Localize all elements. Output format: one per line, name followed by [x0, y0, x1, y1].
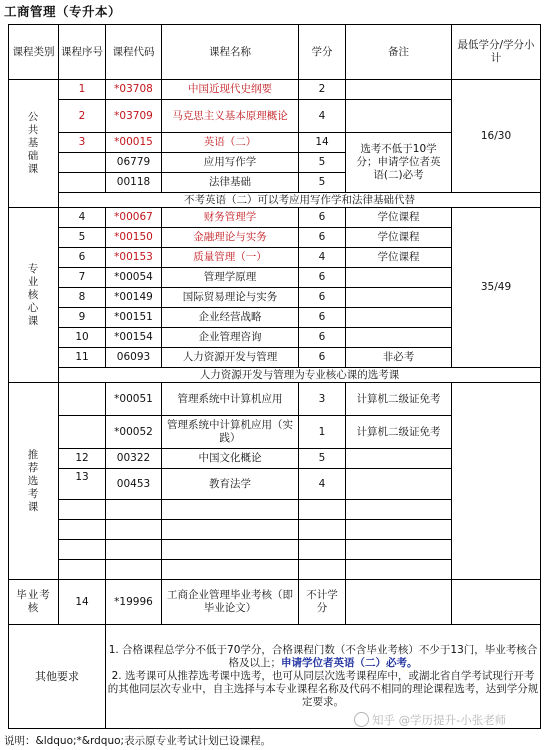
course-remark [346, 328, 452, 348]
course-seq: 11 [59, 348, 106, 368]
degree-english-requirement: 申请学位者英语（二）必考。 [281, 657, 418, 669]
course-code: *19996 [106, 580, 162, 625]
course-code: *00149 [106, 288, 162, 308]
header-category: 课程类别 [9, 25, 59, 80]
course-remark: 学位课程 [346, 228, 452, 248]
footer-note: 说明：&ldquo;*&rdquo;表示原专业考试计划已设课程。 [4, 735, 272, 747]
course-credit: 6 [299, 208, 346, 228]
course-seq: 9 [59, 308, 106, 328]
course-name: 管理系统中计算机应用 [162, 383, 299, 416]
course-seq: 4 [59, 208, 106, 228]
course-code: *00015 [106, 133, 162, 153]
course-seq [59, 173, 106, 193]
course-remark: 计算机二级证免考 [346, 383, 452, 416]
course-code: 00453 [106, 469, 162, 500]
course-seq: 13 [59, 469, 106, 500]
course-remark [346, 469, 452, 500]
course-credit: 6 [299, 328, 346, 348]
course-name: 企业经营战略 [162, 308, 299, 328]
course-credit: 5 [299, 153, 346, 173]
course-seq: 7 [59, 268, 106, 288]
course-credit: 4 [299, 100, 346, 133]
course-seq: 12 [59, 449, 106, 469]
course-credit: 6 [299, 308, 346, 328]
course-seq: 6 [59, 248, 106, 268]
course-remark [346, 288, 452, 308]
course-code: *00154 [106, 328, 162, 348]
course-credit: 3 [299, 383, 346, 416]
course-code: 00118 [106, 173, 162, 193]
course-seq [59, 383, 106, 416]
note-row [9, 193, 541, 208]
course-remark: 学位课程 [346, 248, 452, 268]
group-elective: 推荐选考课 [9, 383, 59, 580]
course-name: 英语（二） [162, 133, 299, 153]
public-note: 不考英语（二）可以考应用写作学和法律基础代替 [59, 193, 541, 208]
header-name: 课程名称 [162, 25, 299, 80]
course-code: *00054 [106, 268, 162, 288]
course-name: 应用写作学 [162, 153, 299, 173]
public-min-credit: 16/30 [452, 80, 541, 193]
course-remark: 非必考 [346, 348, 452, 368]
course-credit: 5 [299, 449, 346, 469]
elective-min-credit [452, 383, 541, 580]
course-name: 国际贸易理论与实务 [162, 288, 299, 308]
course-credit: 6 [299, 288, 346, 308]
table-row [9, 80, 541, 100]
group-public: 公共基础课 [9, 80, 59, 208]
course-credit: 2 [299, 80, 346, 100]
course-credit: 4 [299, 248, 346, 268]
course-code: *00153 [106, 248, 162, 268]
course-name: 工商企业管理毕业考核（即毕业论文） [162, 580, 299, 625]
graduate-min-credit [452, 580, 541, 625]
header-credit: 学分 [299, 25, 346, 80]
course-seq: 14 [59, 580, 106, 625]
watermark: 知乎 @学历提升-小张老师 [354, 712, 506, 728]
group-other: 其他要求 [9, 625, 106, 729]
course-credit: 6 [299, 228, 346, 248]
course-remark [346, 308, 452, 328]
course-seq [59, 416, 106, 449]
course-code: 06093 [106, 348, 162, 368]
course-name: 教育法学 [162, 469, 299, 500]
course-seq: 8 [59, 288, 106, 308]
curriculum-table [8, 24, 541, 729]
group-major: 专业核心课 [9, 208, 59, 383]
course-name: 中国文化概论 [162, 449, 299, 469]
note-row [9, 368, 541, 383]
course-remark: 学位课程 [346, 208, 452, 228]
course-name: 金融理论与实务 [162, 228, 299, 248]
major-note: 人力资源开发与管理为专业核心课的选考课 [59, 368, 541, 383]
zhihu-logo-icon [354, 712, 369, 727]
course-credit: 4 [299, 469, 346, 500]
other-requirement-1: 1. 合格课程总学分不低于70学分，合格课程门数（不含毕业考核）不少于13门，毕业考核合格及以上；申请学位者英语（二）必考。 [108, 644, 538, 669]
course-name: 马克思主义基本原理概论 [162, 100, 299, 133]
course-name: 人力资源开发与管理 [162, 348, 299, 368]
course-code: *03708 [106, 80, 162, 100]
course-remark [346, 80, 452, 100]
course-code: *00151 [106, 308, 162, 328]
course-name: 管理学原理 [162, 268, 299, 288]
course-code: *00052 [106, 416, 162, 449]
group-graduate: 毕业考核 [9, 580, 59, 625]
course-seq: 5 [59, 228, 106, 248]
header-code: 课程代码 [106, 25, 162, 80]
page-title: 工商管理（专升本） [4, 4, 122, 19]
course-code: 00322 [106, 449, 162, 469]
major-min-credit: 35/49 [452, 208, 541, 368]
course-name: 企业管理咨询 [162, 328, 299, 348]
course-seq [59, 153, 106, 173]
course-credit: 14 [299, 133, 346, 153]
course-remark: 计算机二级证免考 [346, 416, 452, 449]
course-credit: 1 [299, 416, 346, 449]
course-credit: 不计学分 [299, 580, 346, 625]
course-name: 中国近现代史纲要 [162, 80, 299, 100]
course-seq: 10 [59, 328, 106, 348]
course-seq: 3 [59, 133, 106, 153]
course-code: *00051 [106, 383, 162, 416]
header-remark: 备注 [346, 25, 452, 80]
course-name: 财务管理学 [162, 208, 299, 228]
table-row [9, 208, 541, 228]
header-min-credit: 最低学分/学分小计 [452, 25, 541, 80]
course-name: 管理系统中计算机应用（实践） [162, 416, 299, 449]
table-row [9, 383, 541, 416]
course-remark [346, 100, 452, 133]
course-remark [346, 580, 452, 625]
course-code: *00150 [106, 228, 162, 248]
header-row [9, 25, 541, 80]
other-requirement-2: 2. 选考课可从推荐选考课中选考，也可从同层次选考课程库中，或湖北省自学考试现行开考的其他同层次专业中，自主选择与本专业课程名称及代码不相同的理论课程选考，达到学分规定要求。 [107, 670, 539, 708]
course-remark [346, 449, 452, 469]
course-code: *03709 [106, 100, 162, 133]
course-code: 06779 [106, 153, 162, 173]
course-remark [346, 268, 452, 288]
course-seq: 2 [59, 100, 106, 133]
course-name: 质量管理（一） [162, 248, 299, 268]
course-credit: 6 [299, 268, 346, 288]
course-credit: 5 [299, 173, 346, 193]
header-seq: 课程序号 [59, 25, 106, 80]
course-name: 法律基础 [162, 173, 299, 193]
table-row [9, 580, 541, 625]
course-credit: 6 [299, 348, 346, 368]
course-seq: 1 [59, 80, 106, 100]
course-code: *00067 [106, 208, 162, 228]
public-remark: 选考不低于10学分；申请学位者英语(二)必考 [346, 133, 452, 193]
